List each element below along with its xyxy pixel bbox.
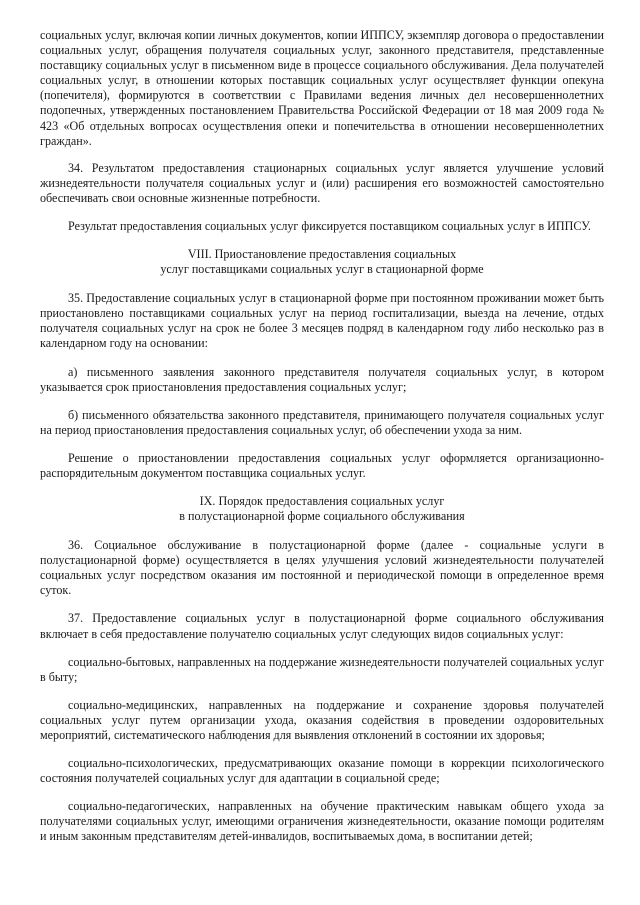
paragraph-decision: Решение о приостановлении предоставления социальных услуг оформляется организационно-распорядительным документом поставщика социальных услуг. bbox=[40, 450, 604, 480]
paragraph-35-b: б) письменного обязательства законного представителя, принимающего получателя социальных услуг на период приостановления предоставления социальных услуг, об обеспечении ухода за ним. bbox=[40, 407, 604, 437]
document-page bbox=[40, 28, 604, 858]
section-8-heading-line-2: услуг поставщиками социальных услуг в стационарной форме bbox=[160, 262, 484, 277]
paragraph-intro: социальных услуг, включая копии личных документов, копии ИППСУ, экземпляр договора о предоставлении социальных услуг, обращения получателя социальных услуг, законного представителя, представленные поставщику социальных услуг в письменном виде в процессе социального обслуживания. Дела получателей социальных услуг, в отношении которых поставщик социальных услуг осуществляет функции опекуна (попечителя), формируются в соответствии с Правилами ведения личных дел несовершеннолетних подопечных, утвержденных постановлением Правительства Российской Федерации от 18 мая 2009 года № 423 «Об отдельных вопросах осуществления опеки и попечительства в отношении несовершеннолетних граждан». bbox=[40, 28, 604, 148]
section-9-heading bbox=[40, 494, 604, 524]
paragraph-34: 34. Результатом предоставления стационарных социальных услуг является улучшение условий жизнедеятельности получателя социальных услуг и (или) расширения его возможностей самостоятельно обеспечивать свои основные жизненные потребности. bbox=[40, 160, 604, 205]
section-8-heading bbox=[40, 247, 604, 277]
paragraph-35: 35. Предоставление социальных услуг в стационарной форме при постоянном проживании может быть приостановлено поставщиками социальных услуг на период госпитализации, выезда на лечение, отдых получателя социальных услуг на срок не более 3 месяцев подряд в календарном году либо несколько раз в календарном году на основании: bbox=[40, 291, 604, 351]
paragraph-37-social-psychological: социально-психологических, предусматривающих оказание помощи в коррекции психологического состояния получателей социальных услуг для адаптации в социальной среде; bbox=[40, 756, 604, 786]
paragraph-37-social-household: социально-бытовых, направленных на поддержание жизнедеятельности получателей социальных услуг в быту; bbox=[40, 654, 604, 684]
paragraph-37-social-medical: социально-медицинских, направленных на поддержание и сохранение здоровья получателей социальных услуг путем организации ухода, оказания содействия в проведении оздоровительных мероприятий, систематического наблюдения для выявления отклонений в состоянии их здоровья; bbox=[40, 697, 604, 742]
section-9-heading-line-2: в полустационарной форме социального обслуживания bbox=[179, 509, 465, 524]
paragraph-37-social-pedagogical: социально-педагогических, направленных на обучение практическим навыкам общего ухода за получателями социальных услуг, имеющими ограничения жизнедеятельности, оказание помощи родителям и иным законным представителям детей-инвалидов, воспитываемых дома, в воспитании детей; bbox=[40, 799, 604, 844]
paragraph-result: Результат предоставления социальных услуг фиксируется поставщиком социальных услуг в ИППСУ. bbox=[68, 219, 591, 234]
section-9-heading-line-1: IX. Порядок предоставления социальных услуг bbox=[199, 494, 445, 509]
paragraph-37: 37. Предоставление социальных услуг в полустационарной форме социального обслуживания включает в себя предоставление получателю социальных услуг следующих видов социальных услуг: bbox=[40, 611, 604, 641]
section-8-heading-line-1: VIII. Приостановление предоставления социальных bbox=[187, 247, 457, 262]
paragraph-36: 36. Социальное обслуживание в полустационарной форме (далее - социальные услуги в полустационарной форме) осуществляется в целях улучшения условий жизнедеятельности получателей социальных услуг посредством оказания им постоянной и периодической помощи в определенное время суток. bbox=[40, 538, 604, 598]
paragraph-35-a: а) письменного заявления законного представителя получателя социальных услуг, в котором указывается срок приостановления предоставления социальных услуг; bbox=[40, 364, 604, 394]
